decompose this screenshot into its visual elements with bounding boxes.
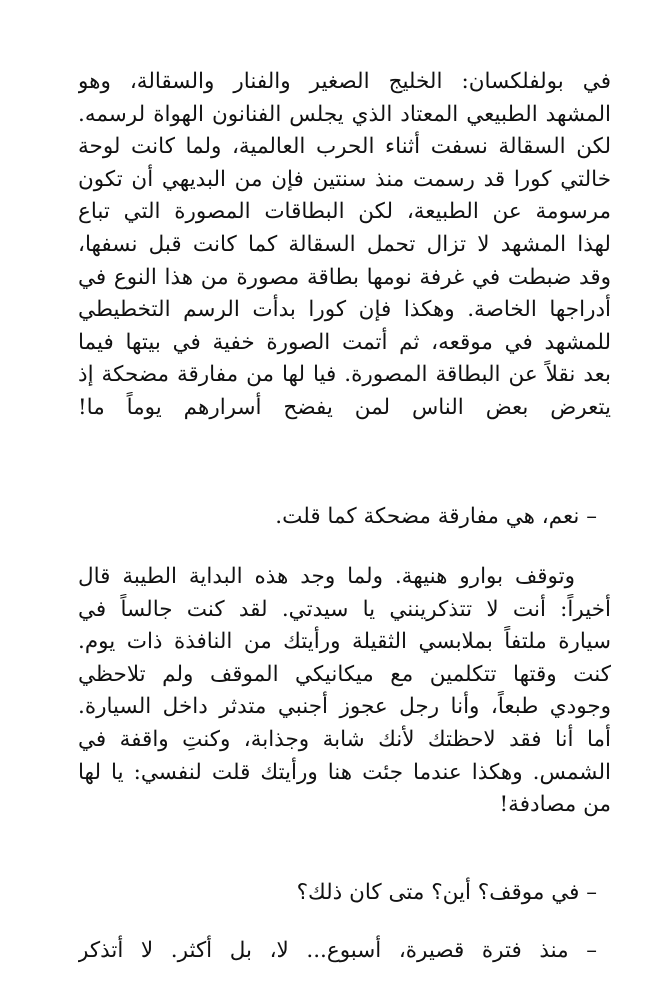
dialog-line-2 (78, 877, 611, 910)
dialog-line-3 (78, 935, 611, 968)
dialog-2-text: – في موقف؟ أين؟ متى كان ذلك؟ (296, 880, 597, 905)
paragraph-1-line-1: في بولفلكسان: الخليج الصغير والفنار والسقالة، وهو (78, 69, 611, 94)
dialog-line-1 (78, 501, 611, 534)
paragraph-1-line-4: خالتي كورا قد رسمت منذ سنتين فإن من البديهي أن تكون (78, 166, 611, 192)
paragraph-2-line-7: الشمس. وهكذا عندما جئت هنا ورأيتك قلت لنفسي: يا لها (78, 759, 611, 785)
dialog-1-text: – نعم، هي مفارقة مضحكة كما قلت. (275, 504, 597, 529)
paragraph-2-line-4: كنت وقتها تتكلمين مع ميكانيكي الموقف ولم تلاحظي (78, 661, 611, 687)
paragraph-1-line-5: مرسومة عن الطبيعة، لكن البطاقات المصورة التي تباع (78, 199, 611, 225)
paragraph-1-line-8: أدراجها الخاصة. وهكذا فإن كورا بدأت الرسم التخطيطي (78, 297, 611, 323)
paragraph-1-line-10: بعد نقلاً عن البطاقة المصورة. فيا لها من مفارقة مضحكة إذ (78, 362, 611, 388)
paragraph-2-line-1: وتوقف بوارو هنيهة. ولما وجد هذه البداية الطيبة قال (78, 564, 575, 589)
paragraph-2-line-5: وجودي طبعاً، وأنا رجل عجوز أجنبي متدثر داخل السيارة. (78, 694, 611, 720)
paragraph-2-line-8: من مصادفة! (499, 792, 611, 818)
paragraph-1-line-3: لكن السقالة نسفت أثناء الحرب العالمية، ولما كانت لوحة (78, 134, 611, 160)
paragraph-2-line-3: سيارة ملتفاً بملابسي الثقيلة ورأيتك من النافذة ذات يوم. (78, 629, 611, 655)
paragraph-2 (78, 561, 611, 822)
paragraph-1-line-9: للمشهد في موقعه، ثم أتمت الصورة خفية في بيتها فيما (78, 329, 611, 355)
paragraph-1-line-6: لهذا المشهد لا تزال تحمل السقالة كما كانت قبل نسفها، (78, 231, 611, 257)
dialog-3-text: – منذ فترة قصيرة، أسبوع... لا، بل أكثر. لا أتذكر (78, 938, 597, 963)
paragraph-1-line-7: وقد ضبطت في غرفة نومها بطاقة مصورة من هذا النوع في (78, 264, 611, 290)
paragraph-1-line-11: يتعرض بعض الناس لمن يفضح أسرارهم يوماً ما! (78, 394, 611, 420)
paragraph-1 (78, 66, 611, 425)
paragraph-2-line-6: أما أنا فقد لاحظتك لأنك شابة وجذابة، وكنتِ واقفة في (78, 726, 611, 752)
paragraph-2-line-2: أخيراً: أنت لا تتذكرينني يا سيدتي. لقد كنت جالساً في (78, 596, 611, 622)
paragraph-1-line-2: المشهد الطبيعي المعتاد الذي يجلس الفنانون الهواة لرسمه. (78, 101, 611, 127)
